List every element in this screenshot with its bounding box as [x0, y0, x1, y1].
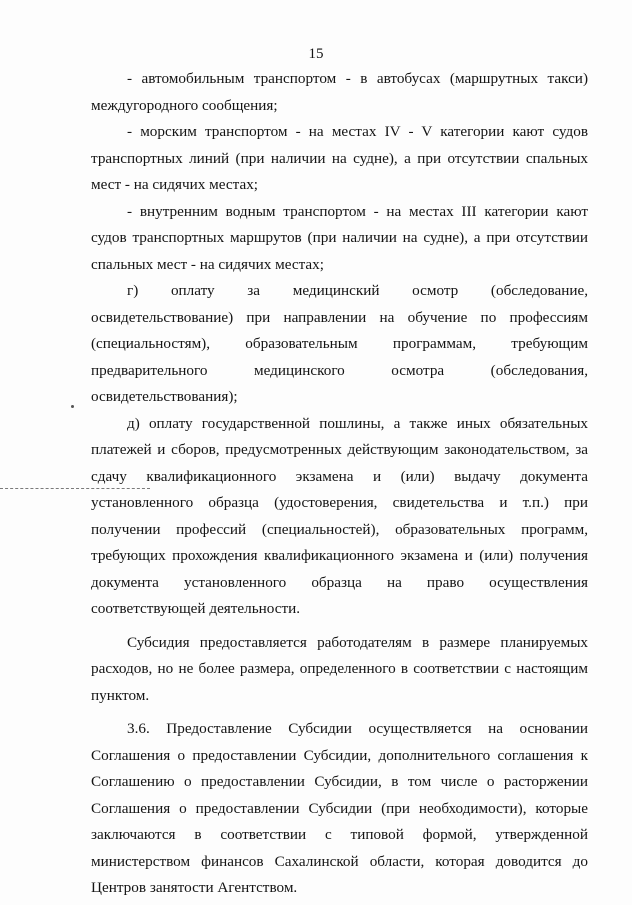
paragraph-sea-transport: - морским транспортом - на местах IV - V категории кают судов транспортных линий (при наличии на судне), а при отсутствии спальных мест - на сидячих местах; [91, 123, 588, 193]
paragraph-medical-exam: г) оплату за медицинский осмотр (обследование, освидетельствование) при направлении на обучение по профессиям (специальностям), образовательным программам, требующим предварительного медицинского осмотра (обследования, освидетельствования); [91, 282, 588, 405]
paragraph-subsidy-amount: Субсидия предоставляется работодателям в размере планируемых расходов, но не более размера, определенного в соответствии с настоящим пунктом. [91, 633, 588, 704]
scan-artifact-line [0, 488, 150, 489]
scan-artifact-dot [71, 405, 74, 408]
page-number: 15 [308, 46, 324, 62]
document-body [91, 66, 588, 902]
paragraph-water-transport: - внутренним водным транспортом - на местах III категории кают судов транспортных маршрутов (при наличии на судне), а при отсутствии спальных мест - на сидячих местах; [91, 202, 588, 273]
paragraph-section-3-6: 3.6. Предоставление Субсидии осуществляется на основании Соглашения о предоставлении Субсидии, дополнительного соглашения к Соглашению о предоставлении Субсидии, в том числе о расторжении Соглашения о предоставлении Субсидии (при необходимости), которые заключаются в соответствии с типовой формой, утвержденной министерством финансов Сахалинской области, которая доводится до Центров занятости Агентством. [91, 720, 588, 896]
paragraph-road-transport: - автомобильным транспортом - в автобусах (маршрутных такси) междугородного сообщения; [91, 70, 588, 114]
paragraph-state-fee: д) оплату государственной пошлины, а также иных обязательных платежей и сборов, предусмотренных действующим законодательством, за сдачу квалификационного экзамена и (или) выдачу документа установленного образца (удостоверения, свидетельства и т.п.) при получении профессий (специальностей), образовательных программ, требующих прохождения квалификационного экзамена и (или) получения документа установленного образца на право осуществления соответствующей деятельности. [91, 414, 588, 617]
